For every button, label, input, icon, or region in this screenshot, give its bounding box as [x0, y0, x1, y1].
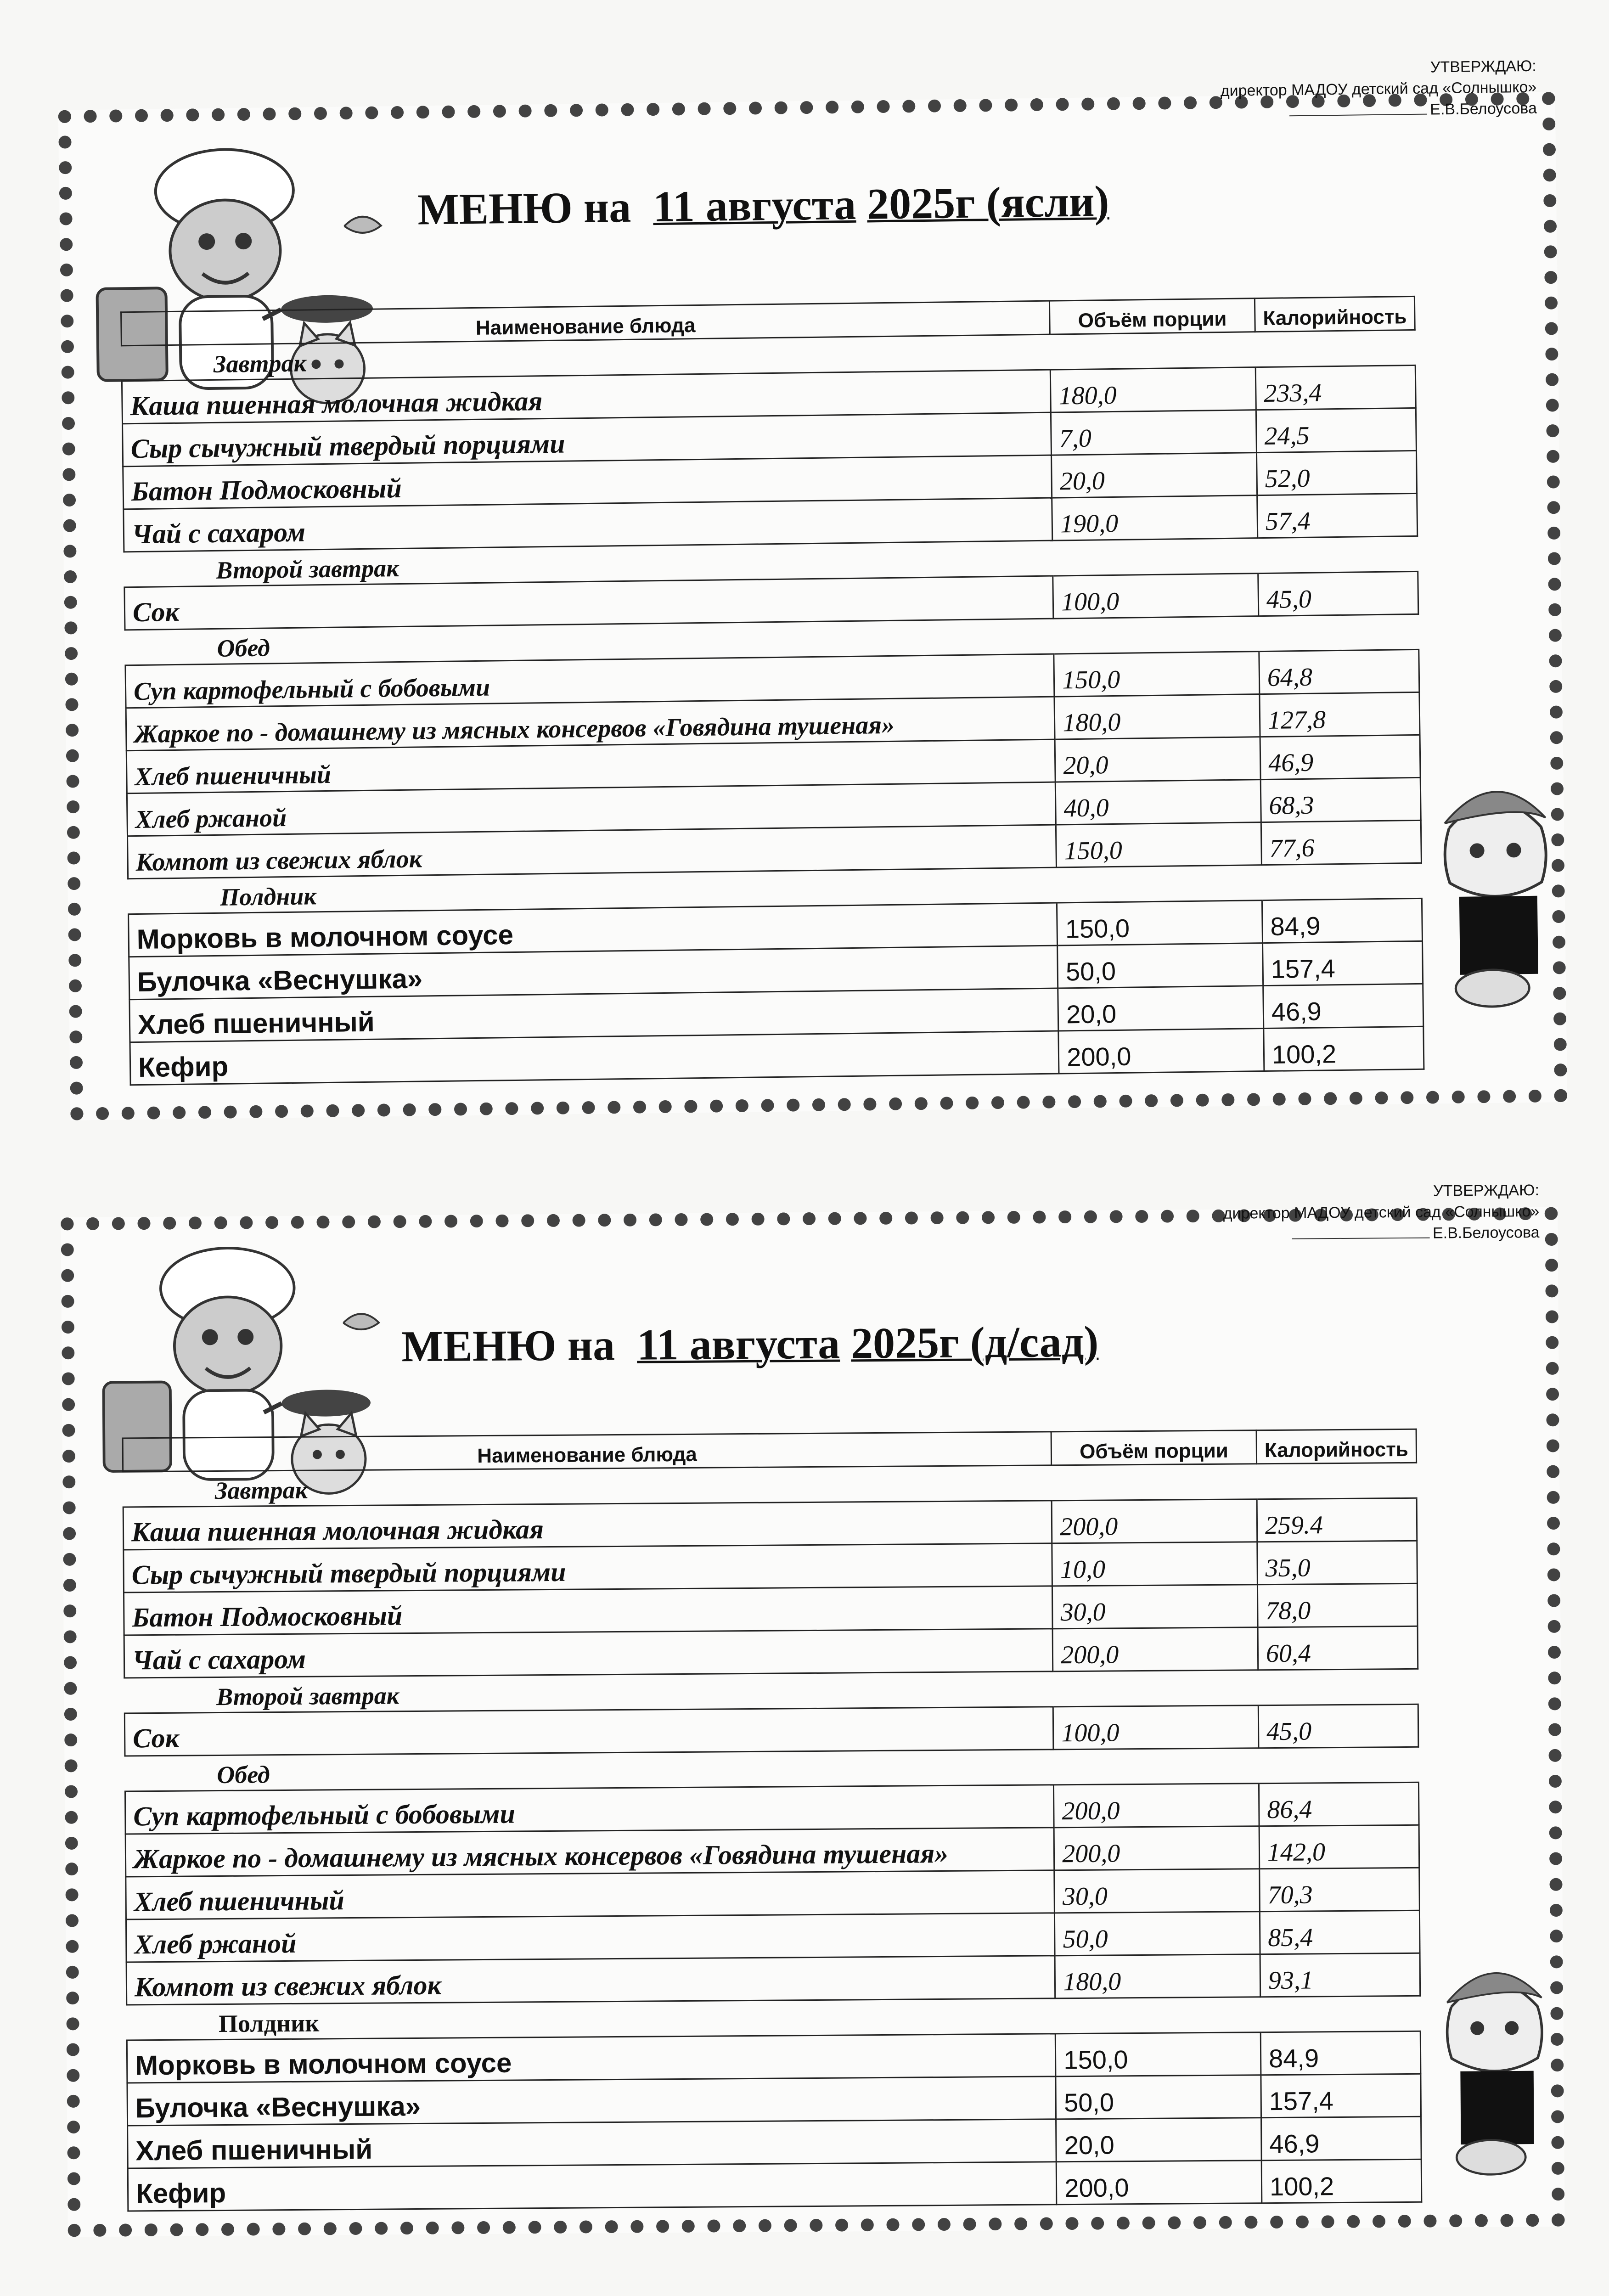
- col-calories-header: Калорийность: [1255, 296, 1415, 332]
- menu-table-nursery: [120, 296, 1424, 1086]
- approval-position: директор МАДОУ детский сад «Солнышко»: [1220, 78, 1537, 100]
- table-row: Компот из свежих яблок 180,0 93,1: [126, 1953, 1420, 2005]
- menu-table-kindergarten: [122, 1429, 1423, 2212]
- table-row: Жаркое по - домашнему из мясных консервов «Говядина тушеная» 200,0 142,0: [125, 1825, 1419, 1877]
- col-name-header: Наименование блюда: [123, 1432, 1052, 1472]
- table-row: Батон Подмосковный 30,0 78,0: [124, 1583, 1418, 1635]
- col-calories-header: Калорийность: [1256, 1429, 1417, 1463]
- page-title: МЕНЮ на 11 августа 2025г (ясли): [417, 176, 1110, 234]
- table-row: Хлеб пшеничный 20,0 46,9: [129, 984, 1423, 1042]
- approval-signature-line: [1223, 1222, 1540, 1245]
- menu-sheet-nursery: [58, 57, 1568, 1120]
- table-row: Суп картофельный с бобовыми 200,0 86,4: [125, 1782, 1419, 1834]
- section-row: Завтрак: [123, 1463, 1417, 1507]
- table-row: Булочка «Веснушка» 50,0 157,4: [129, 941, 1423, 999]
- table-row: Чай с сахаром 190,0 57,4: [124, 493, 1418, 551]
- table-row: Сыр сычужный твердый порциями 7,0 24,5: [123, 408, 1417, 466]
- table-row: Хлеб пшеничный 20,0 46,9: [128, 2116, 1422, 2168]
- approval-label: УТВЕРЖДАЮ:: [1430, 57, 1536, 76]
- table-row: Чай с сахаром 200,0 60,4: [124, 1626, 1418, 1678]
- col-volume-header: Объём порции: [1050, 298, 1255, 334]
- table-row: Морковь в молочном соусе 150,0 84,9: [127, 2031, 1421, 2083]
- child-eating-icon: [1421, 771, 1571, 1030]
- table-row: Компот из свежих яблок 150,0 77,6: [128, 820, 1422, 878]
- child-eating-icon: [1425, 1951, 1565, 2200]
- table-row: Сок 100,0 45,0: [124, 571, 1418, 630]
- menu-sheet-kindergarten: [61, 1181, 1564, 2237]
- table-row: Батон Подмосковный 20,0 52,0: [123, 450, 1417, 509]
- title-date: 11 августа: [636, 1318, 840, 1369]
- table-row: Хлеб пшеничный 30,0 70,3: [126, 1868, 1420, 1919]
- approval-name: Е.В.Белоусова: [1432, 1223, 1540, 1242]
- section-row: Обед: [125, 1747, 1418, 1791]
- table-row: Хлеб пшеничный 20,0 46,9: [126, 735, 1420, 793]
- section-row: Полдник: [127, 1996, 1420, 2040]
- table-row: Каша пшенная молочная жидкая 200,0 259.4: [123, 1498, 1417, 1550]
- table-row: Хлеб ржаной 40,0 68,3: [127, 777, 1421, 836]
- title-year: 2025г (ясли): [866, 176, 1110, 229]
- title-year: 2025г (д/сад): [850, 1317, 1099, 1368]
- table-row: Каша пшенная молочная жидкая 180,0 233,4: [122, 365, 1416, 423]
- approval-label: УТВЕРЖДАЮ:: [1433, 1181, 1540, 1200]
- approval-position: директор МАДОУ детский сад «Солнышко»: [1223, 1202, 1540, 1222]
- table-row: Кефир 200,0 100,2: [130, 1026, 1424, 1085]
- table-row: Сыр сычужный твердый порциями 10,0 35,0: [124, 1541, 1418, 1593]
- table-row: Суп картофельный с бобовыми 150,0 64,8: [125, 649, 1419, 708]
- col-volume-header: Объём порции: [1051, 1430, 1256, 1465]
- table-row: Сок 100,0 45,0: [124, 1704, 1418, 1756]
- table-row: Жаркое по - домашнему из мясных консервов «Говядина тушеная» 180,0 127,8: [126, 692, 1420, 750]
- section-row: Второй завтрак: [124, 1669, 1418, 1713]
- approval-name: Е.В.Белоусова: [1430, 99, 1537, 118]
- section-row: Завтрак: [121, 330, 1415, 381]
- section-row: Обед: [125, 614, 1419, 665]
- table-row: Кефир 200,0 100,2: [128, 2159, 1422, 2211]
- section-row: Второй завтрак: [124, 536, 1418, 587]
- approval-block: [1223, 1180, 1540, 1245]
- table-row: Хлеб ржаной 50,0 85,4: [126, 1910, 1420, 1962]
- table-row: Морковь в молочном соусе 150,0 84,9: [129, 898, 1423, 957]
- title-date: 11 августа: [653, 179, 856, 231]
- section-row: Полдник: [128, 863, 1422, 914]
- approval-block: [1220, 56, 1537, 123]
- page-title: МЕНЮ на 11 августа 2025г (д/сад): [401, 1317, 1099, 1371]
- approval-signature-line: [1221, 98, 1537, 123]
- table-row: Булочка «Веснушка» 50,0 157,4: [127, 2074, 1421, 2126]
- col-name-header: Наименование блюда: [121, 301, 1050, 346]
